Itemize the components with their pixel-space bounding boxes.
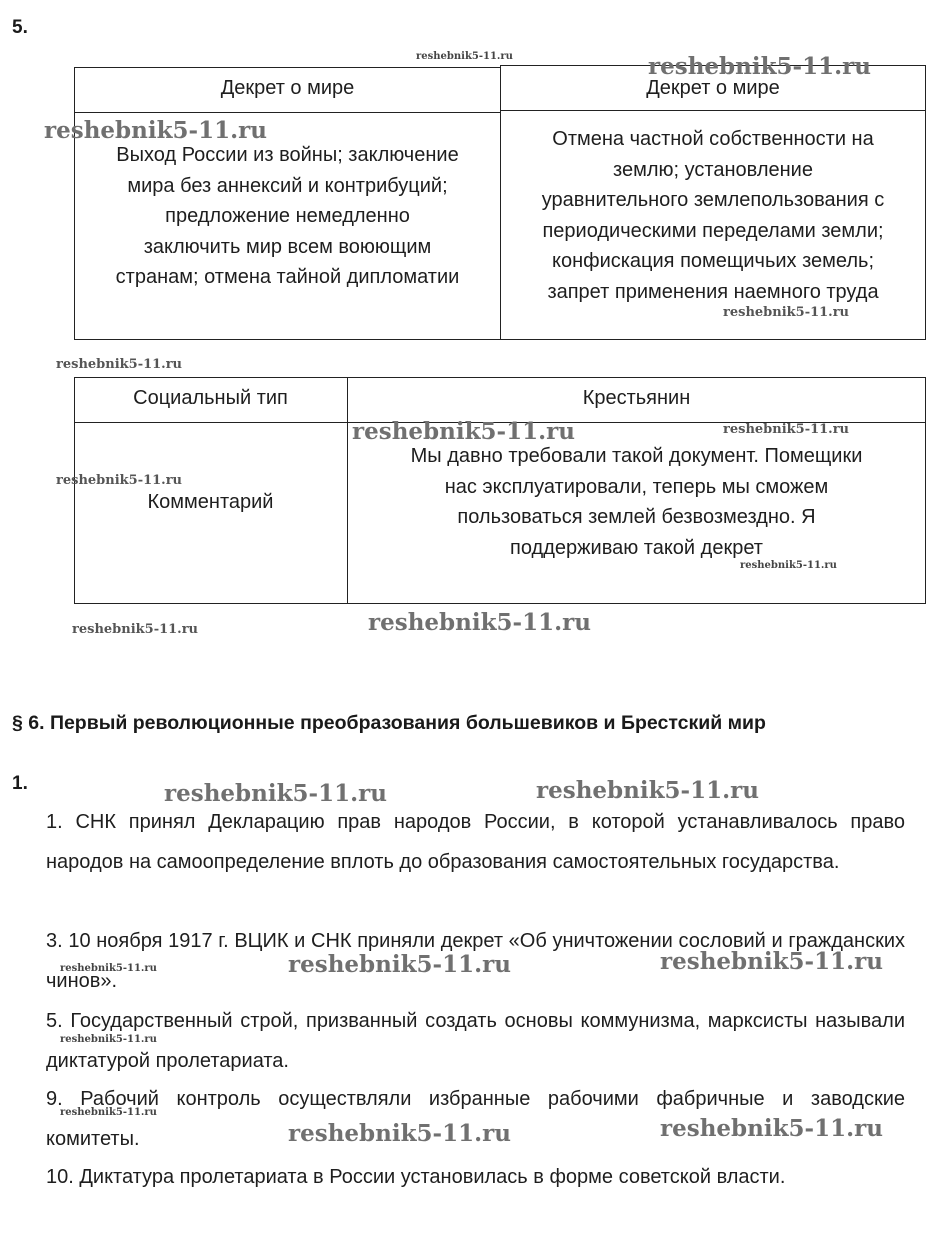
watermark: reshebnik5-11.ru bbox=[368, 609, 591, 636]
decree-left-line: предложение немедленно bbox=[165, 205, 410, 227]
decree-left-line: странам; отмена тайной дипломатии bbox=[115, 266, 460, 288]
decree-left-line: заключить мир всем воюющим bbox=[143, 235, 432, 258]
watermark: reshebnik5-11.ru bbox=[60, 963, 157, 974]
social-table-right-header: Крестьянин bbox=[582, 387, 691, 409]
watermark: reshebnik5-11.ru bbox=[352, 418, 575, 445]
watermark: reshebnik5-11.ru bbox=[740, 560, 837, 571]
decree-right-line: периодическими переделами земли; bbox=[542, 219, 884, 242]
answer-item-1: 1. СНК принял Декларацию прав народов России, в которой устанавливалось право народов на самоопределение вплоть до образования самостоятельных государства. bbox=[46, 811, 905, 873]
social-table-comment-body bbox=[347, 441, 926, 563]
answer-item-3: 3. 10 ноября 1917 г. ВЦИК и СНК приняли декрет «Об уничтожении сословий и гражданских чинов». bbox=[46, 930, 905, 992]
decree-table-right-header: Декрет о мире bbox=[646, 77, 780, 99]
task-number-1: 1. bbox=[12, 773, 28, 794]
watermark: reshebnik5-11.ru bbox=[416, 51, 513, 62]
peasant-comment-line: нас эксплуатировали, теперь мы сможем bbox=[444, 475, 829, 498]
decree-table-left-header-divider bbox=[74, 112, 501, 113]
watermark: reshebnik5-11.ru bbox=[56, 357, 183, 372]
watermark: reshebnik5-11.ru bbox=[60, 1107, 157, 1118]
watermark: reshebnik5-11.ru bbox=[648, 53, 871, 80]
watermark: reshebnik5-11.ru bbox=[660, 948, 883, 975]
peasant-comment-line: пользоваться землей безвозмездно. Я bbox=[457, 506, 816, 528]
watermark: reshebnik5-11.ru bbox=[723, 305, 850, 320]
watermark: reshebnik5-11.ru bbox=[60, 1034, 157, 1045]
decree-left-line: Выход России из войны; заключение bbox=[116, 144, 459, 166]
answer-item-10: 10. Диктатура пролетариата в России установилась в форме советской власти. bbox=[46, 1166, 786, 1188]
decree-right-line: Отмена частной собственности на bbox=[552, 128, 874, 150]
decree-left-line: мира без аннексий и контрибуций; bbox=[127, 174, 448, 197]
watermark: reshebnik5-11.ru bbox=[44, 117, 267, 144]
watermark: reshebnik5-11.ru bbox=[536, 777, 759, 804]
section-title: § 6. Первый революционные преобразования большевиков и Брестский мир bbox=[12, 712, 766, 734]
task-number-5: 5. bbox=[12, 17, 28, 38]
watermark: reshebnik5-11.ru bbox=[660, 1115, 883, 1142]
answer-item-9: 9. Рабочий контроль осуществляли избранные рабочими фабричные и заводские комитеты. bbox=[46, 1088, 905, 1150]
watermark: reshebnik5-11.ru bbox=[288, 1120, 511, 1147]
watermark: reshebnik5-11.ru bbox=[72, 622, 199, 637]
social-table-left-header: Социальный тип bbox=[133, 387, 288, 409]
decree-right-line: запрет применения наемного труда bbox=[547, 280, 879, 303]
watermark: reshebnik5-11.ru bbox=[288, 951, 511, 978]
watermark: reshebnik5-11.ru bbox=[56, 473, 183, 488]
decree-right-line: землю; установление bbox=[613, 158, 813, 181]
decree-table-right-header-divider bbox=[500, 110, 926, 111]
answer-item-5: 5. Государственный строй, призванный создать основы коммунизма, марксисты называли диктатурой пролетариата. bbox=[46, 1010, 905, 1072]
watermark: reshebnik5-11.ru bbox=[723, 422, 850, 437]
social-table-comment-label: Комментарий bbox=[147, 491, 274, 513]
decree-right-line: конфискация помещичьих земель; bbox=[551, 250, 875, 272]
decree-table-left-header: Декрет о мире bbox=[220, 77, 355, 99]
peasant-comment-line: поддерживаю такой декрет bbox=[510, 536, 763, 559]
decree-table-left-body bbox=[74, 140, 501, 293]
peasant-comment-line: Мы давно требовали такой документ. Помещики bbox=[410, 445, 863, 467]
decree-right-line: уравнительного землепользования с bbox=[541, 189, 885, 211]
watermark: reshebnik5-11.ru bbox=[164, 780, 387, 807]
decree-table-right-body bbox=[500, 124, 926, 307]
